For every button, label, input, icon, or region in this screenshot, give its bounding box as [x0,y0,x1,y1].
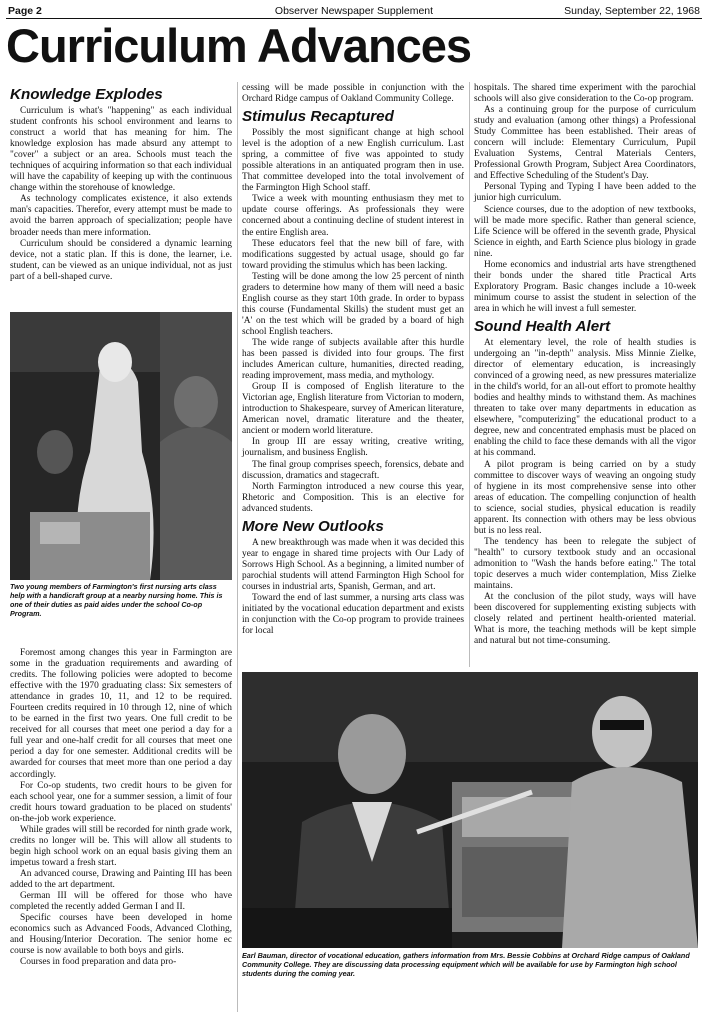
paragraph: At the conclusion of the pilot study, ways will have been discovered for supplementing existing subjects with closely related and pertinent health-oriented material. What is more, the teaching methods will be kept simple and natural but not time-consuming. [474,592,696,647]
paragraph: At elementary level, the role of health studies is undergoing an "in-depth" analysis. Miss Minnie Zielke, director of elementary education, is increasingly convinced of a growing need, as new pressures materialize in the child's world, for an all-out effort to promote healthy bodies and healthy minds to withstand them. As machines threaten to take over many departments in education as elsewhere, "computerizing" the educational product to a degree, new and concentrated emphasis must be placed on enabling the child to face these demands with all the vigor at his command. [474,337,696,459]
paragraph: North Farmington introduced a new course this year, Rhetoric and Composition. This is an elective for advanced students. [242,481,464,514]
page-number: Page 2 [8,5,42,17]
paragraph: Specific courses have been developed in home economics such as Advanced Foods, Advanced Clothing, and Housing/Interior Decoration. The senior home ec course is now available to both boys and girls. [10,913,232,957]
paragraph: Courses in food preparation and data pro- [20,957,177,968]
nursing-arts-photo-caption: Two young members of Farmington's first nursing arts class help with a handicraft group at a nearby nursing home. This is one of their duties as paid aides under the school Co-op Program. [10,582,223,618]
paragraph: The wide range of subjects available after this hurdle has been passed is divided into four groups. The first includes American culture, humanities, directed reading, reading improvement, mass media, and mythology. [242,337,464,382]
issue-date: Sunday, September 22, 1968 [564,5,700,17]
paragraph: Curriculum should be considered a dynamic learning device, not a static plan. If this is done, the learner, i.e. student, can be viewed as an unique individual, not as just part of a bell-shaped curve. [10,238,232,282]
heading-knowledge-explodes: Knowledge Explodes [10,86,163,103]
paragraph: cessing will be made possible in conjunction with the Orchard Ridge campus of Oakland Community College. [242,83,464,105]
paragraph: Group II is composed of English literature to the Victorian age, English literature from Victorian to modern, introduction to Shakespeare, survey of American literature, American novel, dramatic literature and the theater, ancient or modern world literature. [242,382,464,437]
paragraph: Personal Typing and Typing I have been added to the junior high curriculum. [474,182,696,204]
data-processing-photo-caption: Earl Bauman, director of vocational education, gathers information from Mrs. Bessie Cobbins at Orchard Ridge campus of Oakland Community College. They are discussing data processing equipment which will be available for use by Farmington high school students during the coming year. [242,951,690,978]
paragraph: An advanced course, Drawing and Painting III has been added to the art department. [10,868,232,890]
paragraph: In group III are essay writing, creative writing, journalism, and business English. [242,437,464,459]
column-rule [469,82,470,667]
column-3 [474,83,696,647]
paragraph: Science courses, due to the adoption of new textbooks, will be made more specific. Rather than general science, Life Science will be offered in the seventh grade, Physical Science in eighth, and Earth Science plus biology in grade nine. [474,204,696,259]
paragraph: Possibly the most significant change at high school level is the adoption of a new English curriculum. Last spring, a committee of five was appointed to study possible alterations in an antiquated program then in use. That committee developed into the total involvement of the Farmington High School staff. [242,128,464,194]
paragraph: As a continuing group for the purpose of curriculum study and evaluation (among other things) a Professional Study Committee has been established. Their areas of concern will include: Elementary Curriculum, Pupil Evaluation Systems, Central Materials Centers, Professional Growth Program, Subject Area Coordinators, and Effective Scheduling of the Student's Day. [474,105,696,182]
heading-sound-health-alert: Sound Health Alert [474,317,611,335]
masthead-title: Curriculum Advances [6,19,472,72]
paragraph: Testing will be done among the low 25 percent of ninth graders to determine how many of them will need a basic English course as they start 10th grade. In order to bypass this course (Fundamental Skills) the student must get an 'A' on the test which will be graded by a board of high school English teachers. [242,271,464,337]
data-processing-photo-art [242,672,698,948]
supplement-title: Observer Newspaper Supplement [274,5,434,17]
column-1 [10,83,232,283]
column-1-continued [10,648,232,968]
paragraph: hospitals. The shared time experiment with the parochial schools will also give consideration to the Co-op program. [474,83,696,105]
paragraph: The final group comprises speech, forensics, debate and discussion, dramatics and stagecraft. [242,459,464,481]
paragraph: German III will be offered for those who have completed the recently added German I and II. [10,891,232,913]
paragraph: A new breakthrough was made when it was decided this year to engage in shared time projects with Our Lady of Sorrows High School. As a beginning, a limited number of parochial students will attend Farmington High School for courses in industrial arts, Spanish, German, and art. [242,537,464,592]
paragraph: These educators feel that the new bill of fare, with modifications suggested by actual usage, should go far toward providing the stimulus which has been lacking. [242,238,464,271]
heading-stimulus-recaptured: Stimulus Recaptured [242,108,394,126]
paragraph: Curriculum is what's "happening" as each individual student confronts his school environment and learns to construct a world that has meaning for him. The knowledge explosion has made absurd any attempt to "cover" a subject or an area. Schools must teach the techniques of acquiring information so that each individual will have the capability of keeping up with the continuous change within the storehouse of knowledge. [10,106,232,194]
paragraph: Toward the end of last summer, a nursing arts class was initiated by the vocational education department and exists in conjunction with the Co-op program to provide trainees for local [242,592,464,637]
column-2 [242,83,464,637]
nursing-arts-photo [10,312,232,580]
paragraph: While grades will still be recorded for ninth grade work, credits no longer will be. This will allow all students to begin high school work on an equal basis giving them an impetus toward a fresh start. [10,824,232,868]
heading-more-new-outlooks: More New Outlooks [242,517,384,535]
data-processing-photo [242,672,698,948]
paragraph: Twice a week with mounting enthusiasm they met to update course offerings. As professionals they were concerned about a continuing decline of student interest in the entire English area. [242,194,464,238]
paragraph: As technology complicates existence, it also extends man's capacities. Therefor, every attempt must be made to avoid the barren approach of specialization; people have broader needs than mere information. [10,194,232,238]
paragraph: Foremost among changes this year in Farmington are some in the graduation requirements and awarding of credits. The following policies were adopted to become effective with the 1970 graduating class: Six semesters of attendance in grades 10, 11, and 12 to be required. Fourteen credits required in 10 through 12, nine of which to be earned in the first two years. One full credit to be received for all courses that meet one period a day for a full year and one-half credit for all courses that meet one period a day for one semester. Additional credits will be awarded for courses that meet more than one period a day accordingly. [10,648,232,780]
nursing-arts-photo-art [10,312,232,580]
paragraph: Home economics and industrial arts have strengthened their bonds under the shared title Practical Arts Exploratory Program. Basic changes include a 10-week minimum course to assist the student in selection of the area in which he will invest a full semester. [474,259,696,314]
paragraph: The tendency has been to relegate the subject of "health" to cursory textbook study and an occasional admonition to "Wash the hands before eating." The total topic deserves a much wider contemplation, Miss Zielke maintains. [474,536,696,592]
column-rule [237,82,238,1012]
running-header [6,2,702,19]
paragraph: For Co-op students, two credit hours to be given for each school year, one for a summer session, a limit of four credit hours toward graduation to be placed on students' on-the-job work experience. [10,780,232,824]
paragraph: A pilot program is being carried on by a study committee to discover ways of weaving an ongoing study of hygiene in its most comprehensive sense into other areas of education. The compelling conjunction of health to science, social studies, physical education is readily apparent. Its connection with others may be less obvious but is no less real. [474,459,696,536]
